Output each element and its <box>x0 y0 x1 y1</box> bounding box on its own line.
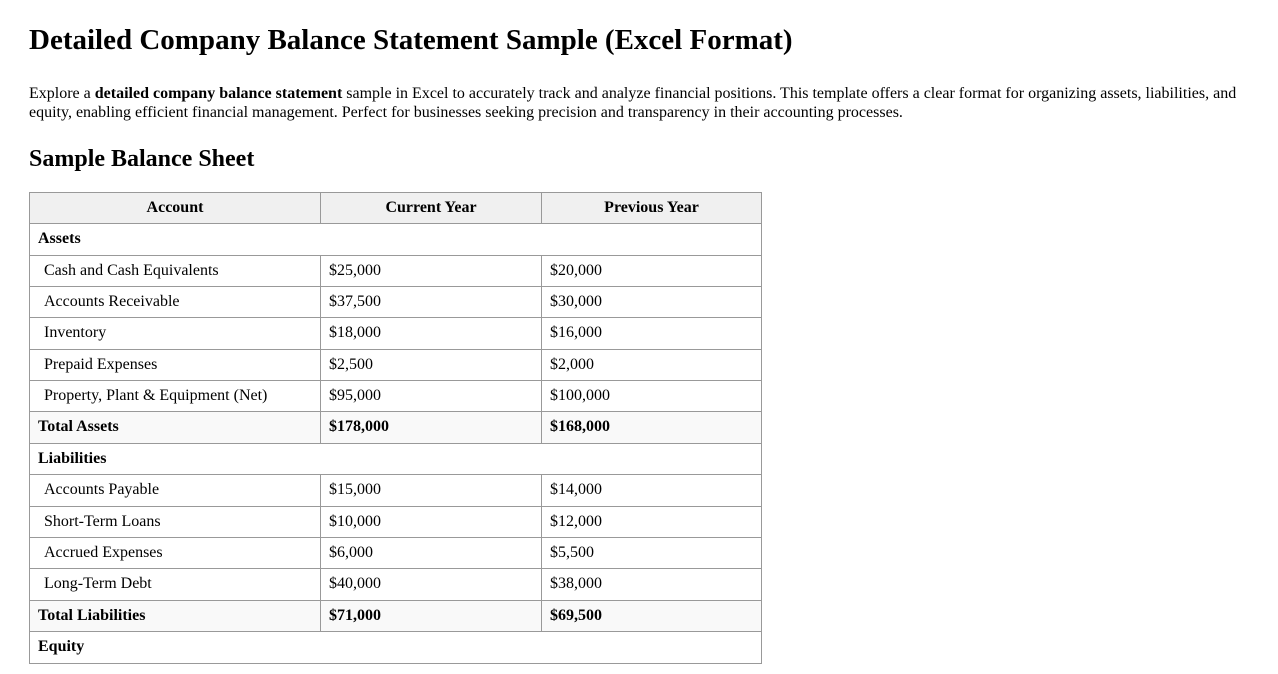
current-year-cell: $15,000 <box>321 475 542 506</box>
previous-year-cell: $100,000 <box>542 381 762 412</box>
balance-table-head <box>30 192 762 223</box>
current-year-cell: $18,000 <box>321 318 542 349</box>
current-year-cell: $71,000 <box>321 600 542 631</box>
previous-year-cell: $20,000 <box>542 255 762 286</box>
table-row <box>30 255 762 286</box>
column-header-current-year: Current Year <box>321 192 542 223</box>
balance-table-body <box>30 224 762 663</box>
current-year-cell: $6,000 <box>321 538 542 569</box>
account-cell: Prepaid Expenses <box>30 349 321 380</box>
section-label-cell: Liabilities <box>30 443 762 474</box>
current-year-cell: $95,000 <box>321 381 542 412</box>
previous-year-cell: $16,000 <box>542 318 762 349</box>
account-cell: Short-Term Loans <box>30 506 321 537</box>
account-cell: Total Assets <box>30 412 321 443</box>
section-row <box>30 224 762 255</box>
previous-year-cell: $14,000 <box>542 475 762 506</box>
header-row <box>30 192 762 223</box>
account-cell: Property, Plant & Equipment (Net) <box>30 381 321 412</box>
table-row <box>30 538 762 569</box>
table-row <box>30 475 762 506</box>
previous-year-cell: $30,000 <box>542 286 762 317</box>
previous-year-cell: $38,000 <box>542 569 762 600</box>
current-year-cell: $25,000 <box>321 255 542 286</box>
intro-text-post: sample in Excel to accurately track and analyze financial positions. This template offers a clear format for organizing assets, liabilities, and equity, enabling efficient financial management. Perfect for businesses seeking precision and transparency in their accounting processes. <box>29 85 1237 121</box>
previous-year-cell: $168,000 <box>542 412 762 443</box>
total-row <box>30 600 762 631</box>
account-cell: Long-Term Debt <box>30 569 321 600</box>
section-row <box>30 443 762 474</box>
section-row <box>30 632 762 663</box>
previous-year-cell: $12,000 <box>542 506 762 537</box>
total-row <box>30 412 762 443</box>
account-cell: Inventory <box>30 318 321 349</box>
table-row <box>30 349 762 380</box>
column-header-previous-year: Previous Year <box>542 192 762 223</box>
section-heading: Sample Balance Sheet <box>29 146 255 173</box>
table-row <box>30 318 762 349</box>
previous-year-cell: $5,500 <box>542 538 762 569</box>
current-year-cell: $10,000 <box>321 506 542 537</box>
section-label-cell: Equity <box>30 632 762 663</box>
page <box>0 24 1278 664</box>
account-cell: Accounts Payable <box>30 475 321 506</box>
table-row <box>30 286 762 317</box>
account-cell: Accrued Expenses <box>30 538 321 569</box>
intro-text-bold: detailed company balance statement <box>94 85 343 103</box>
column-header-account: Account <box>30 192 321 223</box>
balance-table <box>29 192 762 664</box>
previous-year-cell: $2,000 <box>542 349 762 380</box>
table-row <box>30 506 762 537</box>
account-cell: Accounts Receivable <box>30 286 321 317</box>
current-year-cell: $178,000 <box>321 412 542 443</box>
previous-year-cell: $69,500 <box>542 600 762 631</box>
current-year-cell: $40,000 <box>321 569 542 600</box>
intro-text-pre: Explore a <box>29 85 95 103</box>
account-cell: Total Liabilities <box>30 600 321 631</box>
page-title: Detailed Company Balance Statement Sample (Excel Format) <box>29 24 793 56</box>
table-row <box>30 381 762 412</box>
current-year-cell: $37,500 <box>321 286 542 317</box>
current-year-cell: $2,500 <box>321 349 542 380</box>
section-label-cell: Assets <box>30 224 762 255</box>
table-row <box>30 569 762 600</box>
account-cell: Cash and Cash Equivalents <box>30 255 321 286</box>
intro-paragraph <box>29 85 1249 122</box>
